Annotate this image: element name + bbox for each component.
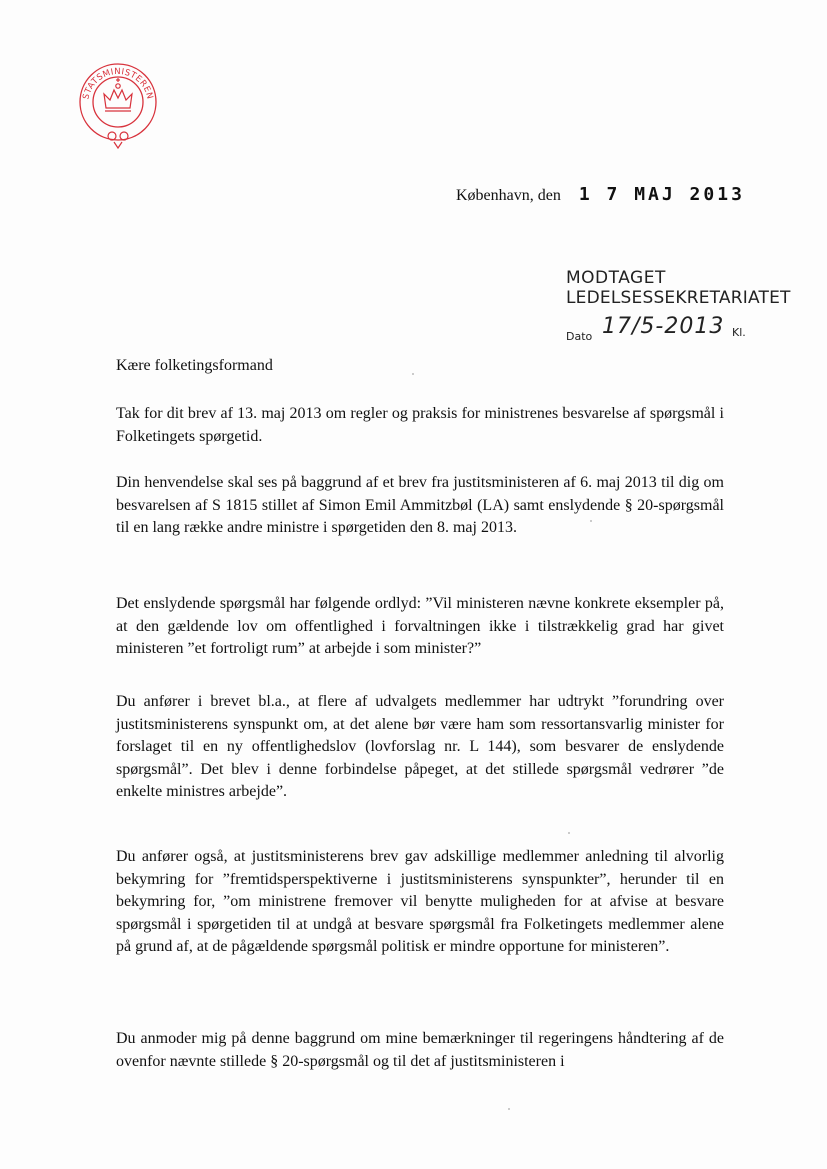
paragraph-4: Du anfører i brevet bl.a., at flere af udvalgets medlemmer har udtrykt ”forundring over justitsministerens synspunkt om, at det alene bør være ham som ressortansvarlig minister for forslaget til en ny offentlighedslov (lovforslag nr. L 144), som besvarer de enslydende spørgsmål”. Det blev i denne forbindelse påpeget, at det stillede spørgsmål vedrører ”de enkelte ministres arbejde”. (116, 693, 724, 800)
paragraph-1: Tak for dit brev af 13. maj 2013 om regler og praksis for ministrenes besvarelse af spørgsmål i Folketingets spørgetid. (116, 405, 724, 445)
svg-text:STATSMINISTEREN: STATSMINISTEREN (81, 66, 155, 101)
date-stamp: 1 7 MAJ 2013 (578, 184, 745, 205)
statsministeriet-seal-logo (74, 58, 162, 150)
date-label: Dato (566, 330, 593, 343)
handwritten-date: 17/5-2013 (602, 314, 725, 339)
dateline-city: København, den (456, 187, 561, 204)
received-stamp-date-row (566, 314, 791, 354)
salutation: Kære folketingsformand (116, 357, 273, 374)
received-stamp-line2: LEDELSESSEKRETARIATET (566, 288, 791, 308)
dateline (456, 184, 745, 205)
paragraph-6: Du anmoder mig på denne baggrund om mine bemærkninger til regeringens håndtering af de ovenfor nævnte stillede § 20-spørgsmål og til det af justitsministeren i (116, 1030, 724, 1070)
paragraph-3: Det enslydende spørgsmål har følgende ordlyd: ”Vil ministeren nævne konkrete eksempler på, at den gældende lov om offentlighed i forvaltningen ikke i tilstrækkelig grad har givet ministeren ”et fortroligt rum” at arbejde i som minister?” (116, 595, 724, 657)
received-stamp-line1: MODTAGET (566, 268, 666, 288)
paragraph-2: Din henvendelse skal ses på baggrund af et brev fra justitsministeren af 6. maj 2013 til dig om besvarelsen af S 1815 stillet af Simon Emil Ammitzbøl (LA) samt enslydende § 20-spørgsmål til en lang række andre ministre i spørgetiden den 8. maj 2013. (116, 474, 724, 536)
received-stamp (566, 268, 791, 354)
time-label: Kl. (732, 326, 746, 339)
paragraph-5: Du anfører også, at justitsministerens brev gav adskillige medlemmer anledning til alvorlig bekymring for ”fremtidsperspektiverne i justitsministerens synspunkter”, herunder til en bekymring for, ”om ministrene fremover vil benytte muligheden for at afvise at besvare spørgsmål i spørgetiden til at undgå at besvare spørgsmål fra Folketingets medlemmer alene på grund af, at de pågældende spørgsmål politisk er mindre opportune for ministeren”. (116, 848, 724, 955)
